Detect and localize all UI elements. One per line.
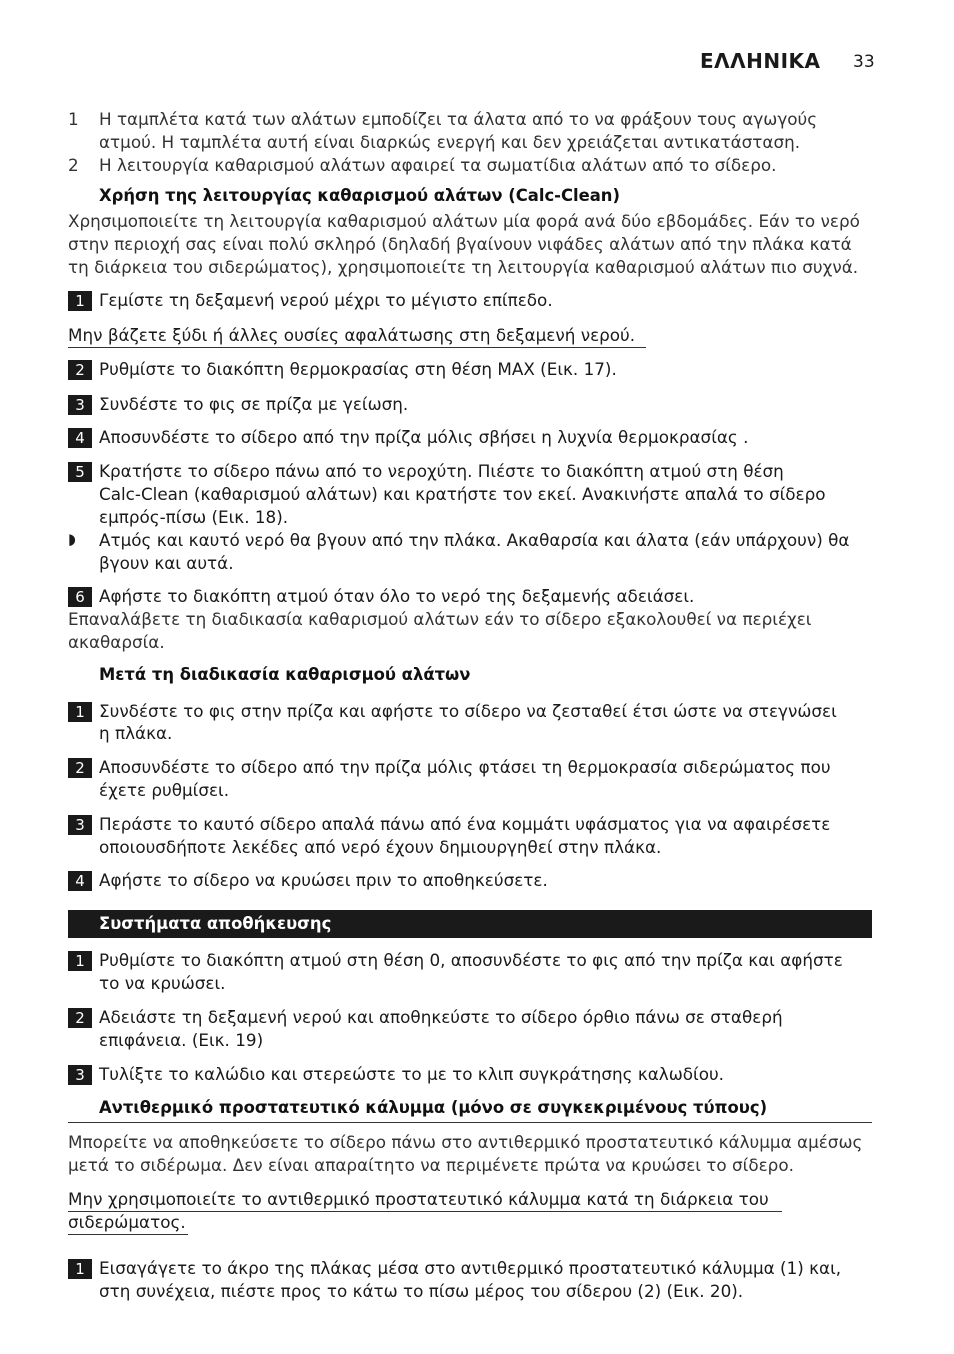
- step-text: Αφήστε το διακόπτη ατμού όταν όλο το νερό της δεξαμενής αδειάσει.: [99, 586, 695, 606]
- section-heading: Αντιθερμικό προστατευτικό κάλυμμα (μόνο σε συγκεκριμένους τύπους): [99, 1098, 768, 1117]
- step-text: Αφήστε το σίδερο να κρυώσει πριν το αποθηκεύσετε.: [99, 870, 548, 890]
- step-number: 1: [68, 1259, 92, 1279]
- step-number: 1: [68, 951, 92, 971]
- note-line: Επαναλάβετε τη διαδικασία καθαρισμού αλάτων εάν το σίδερο εξακολουθεί να περιέχει: [68, 609, 812, 629]
- section-heading: Χρήση της λειτουργίας καθαρισμού αλάτων (Calc-Clean): [99, 186, 620, 205]
- step-number: 3: [68, 1065, 92, 1085]
- step-text: Περάστε το καυτό σίδερο απαλά πάνω από ένα κομμάτι υφάσματος για να αφαιρέσετε: [99, 814, 831, 834]
- list-number: 2: [68, 155, 79, 175]
- step-number: 1: [68, 702, 92, 722]
- step-text: Κρατήστε το σίδερο πάνω από το νεροχύτη. Πιέστε το διακόπτη ατμού στη θέση: [99, 461, 784, 481]
- step-number: 3: [68, 815, 92, 835]
- step-number: 2: [68, 360, 92, 380]
- language-label: ΕΛΛΗΝΙΚΑ: [700, 49, 821, 73]
- warning-underline: [68, 347, 646, 348]
- step-text: Συνδέστε το φις στην πρίζα και αφήστε το σίδερο να ζεσταθεί έτσι ώστε να στεγνώσει: [99, 701, 837, 721]
- bullet-icon: ◗: [68, 530, 76, 548]
- page-number: 33: [853, 52, 875, 72]
- step-number: 2: [68, 1008, 92, 1028]
- step-text: Συνδέστε το φις σε πρίζα με γείωση.: [99, 394, 409, 414]
- step-text: έχετε ρυθμίσει.: [99, 780, 230, 800]
- list-number: 1: [68, 109, 79, 129]
- step-text: Αποσυνδέστε το σίδερο από την πρίζα μόλις σβήσει η λυχνία θερμοκρασίας .: [99, 427, 749, 447]
- step-number: 4: [68, 428, 92, 448]
- bullet-text: βγουν και αυτά.: [99, 553, 234, 573]
- paragraph-line: μετά το σιδέρωμα. Δεν είναι απαραίτητο να περιμένετε πρώτα να κρυώσει το σίδερο.: [68, 1155, 794, 1175]
- bullet-text: Ατμός και καυτό νερό θα βγουν από την πλάκα. Ακαθαρσία και άλατα (εάν υπάρχουν) θα: [99, 530, 850, 550]
- section-heading: Συστήματα αποθήκευσης: [99, 914, 332, 933]
- warning-text: Μην χρησιμοποιείτε το αντιθερμικό προστατευτικό κάλυμμα κατά τη διάρκεια του: [68, 1189, 769, 1209]
- step-text: επιφάνεια. (Εικ. 19): [99, 1030, 264, 1050]
- warning-underline: [68, 1234, 188, 1235]
- list-item-line: Η λειτουργία καθαρισμού αλάτων αφαιρεί τα σωματίδια αλάτων από το σίδερο.: [99, 155, 777, 175]
- step-text: Calc-Clean (καθαρισμού αλάτων) και κρατήστε τον εκεί. Ανακινήστε απαλά το σίδερο: [99, 484, 826, 504]
- warning-text: σιδερώματος.: [68, 1212, 186, 1232]
- section-heading: Μετά τη διαδικασία καθαρισμού αλάτων: [99, 665, 471, 684]
- step-text: Ρυθμίστε το διακόπτη ατμού στη θέση 0, αποσυνδέστε το φις από την πρίζα και αφήστε: [99, 950, 843, 970]
- list-item-line: Η ταμπλέτα κατά των αλάτων εμποδίζει τα άλατα από το να φράξουν τους αγωγούς: [99, 109, 818, 129]
- step-number: 1: [68, 291, 92, 311]
- step-number: 6: [68, 587, 92, 607]
- paragraph-line: τη διάρκεια του σιδερώματος), χρησιμοποιείτε τη λειτουργία καθαρισμού αλάτων πιο συχνά.: [68, 257, 859, 277]
- step-text: Ρυθμίστε το διακόπτη θερμοκρασίας στη θέση MAX (Εικ. 17).: [99, 359, 617, 379]
- paragraph-line: Μπορείτε να αποθηκεύσετε το σίδερο πάνω στο αντιθερμικό προστατευτικό κάλυμμα αμέσως: [68, 1132, 863, 1152]
- warning-text: Μην βάζετε ξύδι ή άλλες ουσίες αφαλάτωσης στη δεξαμενή νερού.: [68, 325, 636, 345]
- step-number: 4: [68, 871, 92, 891]
- step-text: Τυλίξτε το καλώδιο και στερεώστε το με το κλιπ συγκράτησης καλωδίου.: [99, 1064, 725, 1084]
- step-number: 5: [68, 462, 92, 482]
- step-number: 3: [68, 395, 92, 415]
- step-text: το να κρυώσει.: [99, 973, 226, 993]
- step-text: η πλάκα.: [99, 723, 173, 743]
- paragraph-line: Χρησιμοποιείτε τη λειτουργία καθαρισμού αλάτων μία φορά ανά δύο εβδομάδες. Εάν το νερό: [68, 211, 860, 231]
- step-text: Αποσυνδέστε το σίδερο από την πρίζα μόλις φτάσει τη θερμοκρασία σιδερώματος που: [99, 757, 831, 777]
- list-item-line: ατμού. Η ταμπλέτα αυτή είναι διαρκώς ενεργή και δεν χρειάζεται αντικατάσταση.: [99, 132, 801, 152]
- step-text: Αδειάστε τη δεξαμενή νερού και αποθηκεύστε το σίδερο όρθιο πάνω σε σταθερή: [99, 1007, 783, 1027]
- heading-rule: [68, 1122, 872, 1123]
- step-text: Εισαγάγετε το άκρο της πλάκας μέσα στο αντιθερμικό προστατευτικό κάλυμμα (1) και,: [99, 1258, 842, 1278]
- step-text: εμπρός-πίσω (Εικ. 18).: [99, 507, 289, 527]
- note-line: ακαθαρσία.: [68, 632, 165, 652]
- step-text: στη συνέχεια, πιέστε προς το κάτω το πίσω μέρος του σίδερου (2) (Εικ. 20).: [99, 1281, 744, 1301]
- paragraph-line: στην περιοχή σας είναι πολύ σκληρό (δηλαδή βγαίνουν νιφάδες αλάτων από την πλάκα κατά: [68, 234, 852, 254]
- step-text: Γεμίστε τη δεξαμενή νερού μέχρι το μέγιστο επίπεδο.: [99, 290, 553, 310]
- step-number: 2: [68, 758, 92, 778]
- step-text: οποιουσδήποτε λεκέδες από νερό έχουν δημιουργηθεί στην πλάκα.: [99, 837, 662, 857]
